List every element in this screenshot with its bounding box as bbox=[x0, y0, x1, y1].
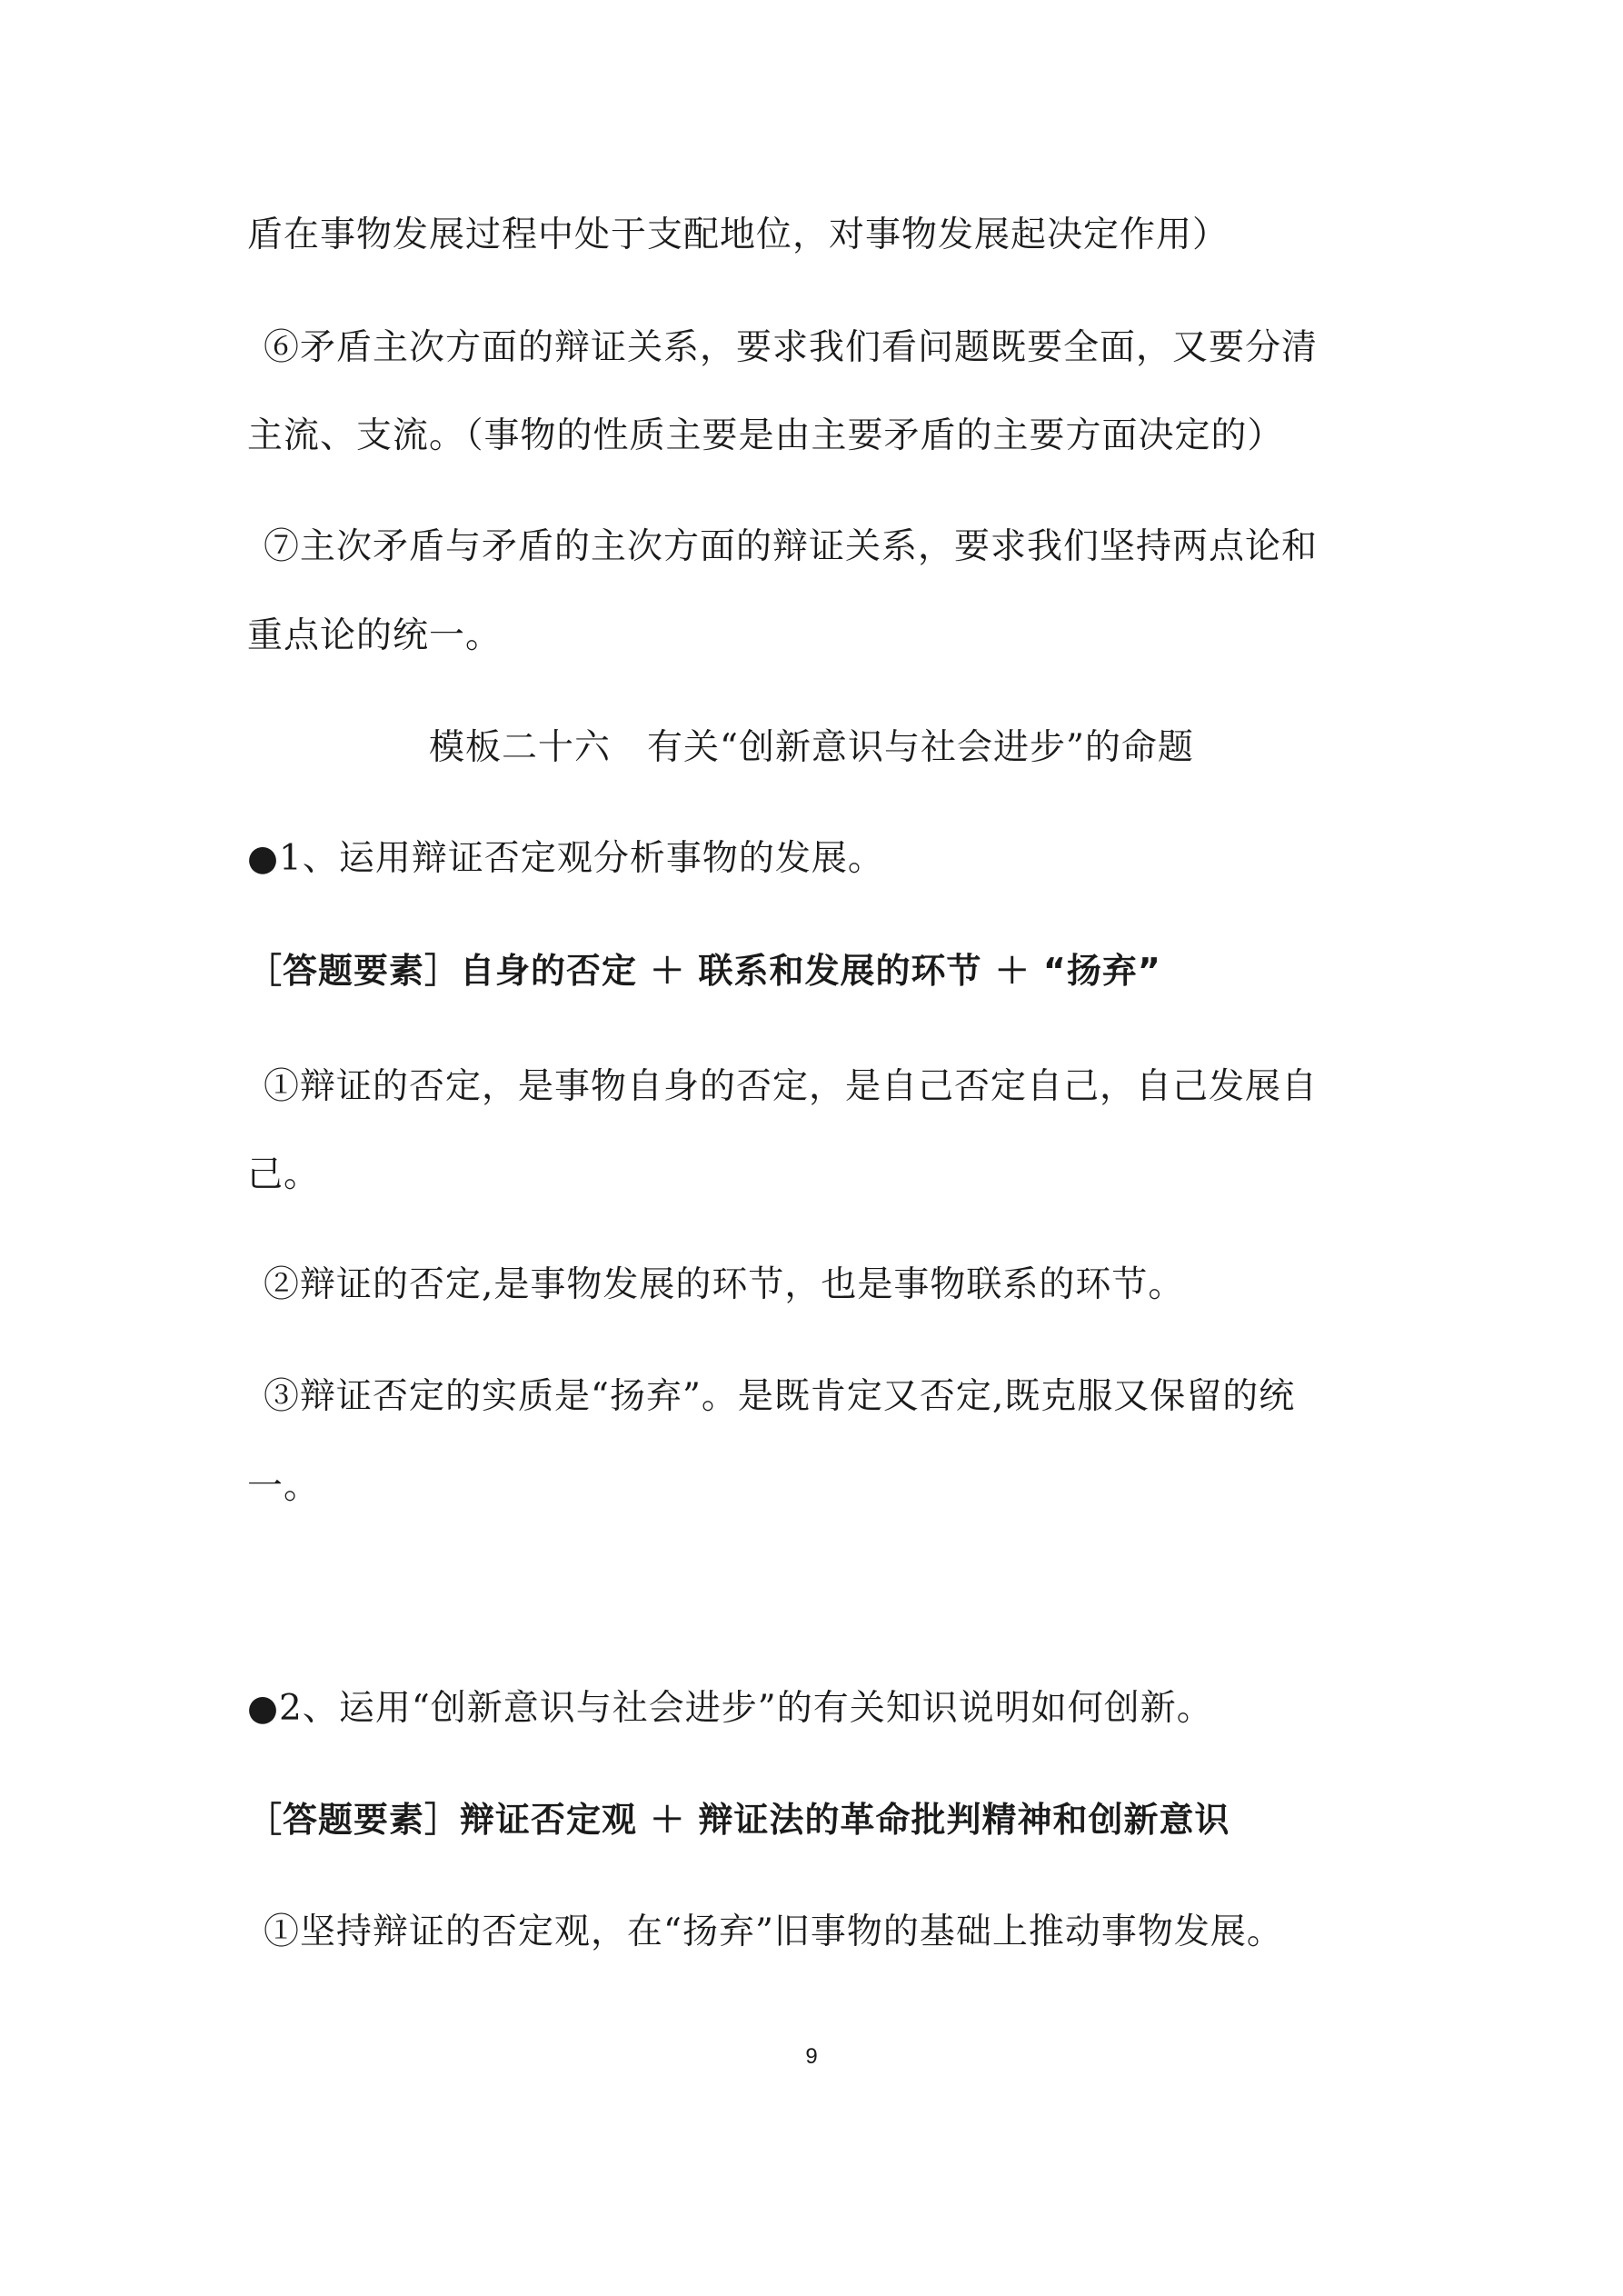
answer-line: ③辩证否定的实质是“扬弃”。是既肯定又否定,既克服又保留的统 bbox=[264, 1376, 1296, 1417]
question-heading: ●1、运用辩证否定观分析事物的发展。 bbox=[247, 838, 884, 879]
answer-elements: ［答题要素］自身的否定 ＋ 联系和发展的环节 ＋ “扬弃” bbox=[247, 951, 1161, 991]
answer-line: ①辩证的否定，是事物自身的否定，是自己否定自己，自己发展自 bbox=[264, 1066, 1319, 1107]
answer-line: ①坚持辩证的否定观，在“扬弃”旧事物的基础上推动事物发展。 bbox=[264, 1912, 1283, 1952]
page-number: 9 bbox=[805, 2044, 818, 2069]
question-heading: ●2、运用“创新意识与社会进步”的有关知识说明如何创新。 bbox=[247, 1688, 1213, 1729]
paragraph-line: 盾在事物发展过程中处于支配地位，对事物发展起决定作用） bbox=[247, 215, 1230, 255]
answer-line: 一。 bbox=[247, 1466, 321, 1507]
paragraph-line: ⑥矛盾主次方面的辩证关系，要求我们看问题既要全面，又要分清 bbox=[264, 327, 1319, 368]
answer-line: 己。 bbox=[247, 1154, 321, 1195]
section-title: 模板二十六 有关“创新意识与社会进步”的命题 bbox=[429, 727, 1194, 768]
paragraph-line: ⑦主次矛盾与矛盾的主次方面的辩证关系，要求我们坚持两点论和 bbox=[264, 526, 1319, 567]
answer-elements: ［答题要素］辩证否定观 ＋ 辩证法的革命批判精神和创新意识 bbox=[247, 1800, 1230, 1840]
paragraph-line: 重点论的统一。 bbox=[247, 615, 503, 656]
answer-line: ②辩证的否定,是事物发展的环节，也是事物联系的环节。 bbox=[264, 1264, 1185, 1305]
paragraph-line: 主流、支流。（事物的性质主要是由主要矛盾的主要方面决定的） bbox=[247, 415, 1284, 456]
